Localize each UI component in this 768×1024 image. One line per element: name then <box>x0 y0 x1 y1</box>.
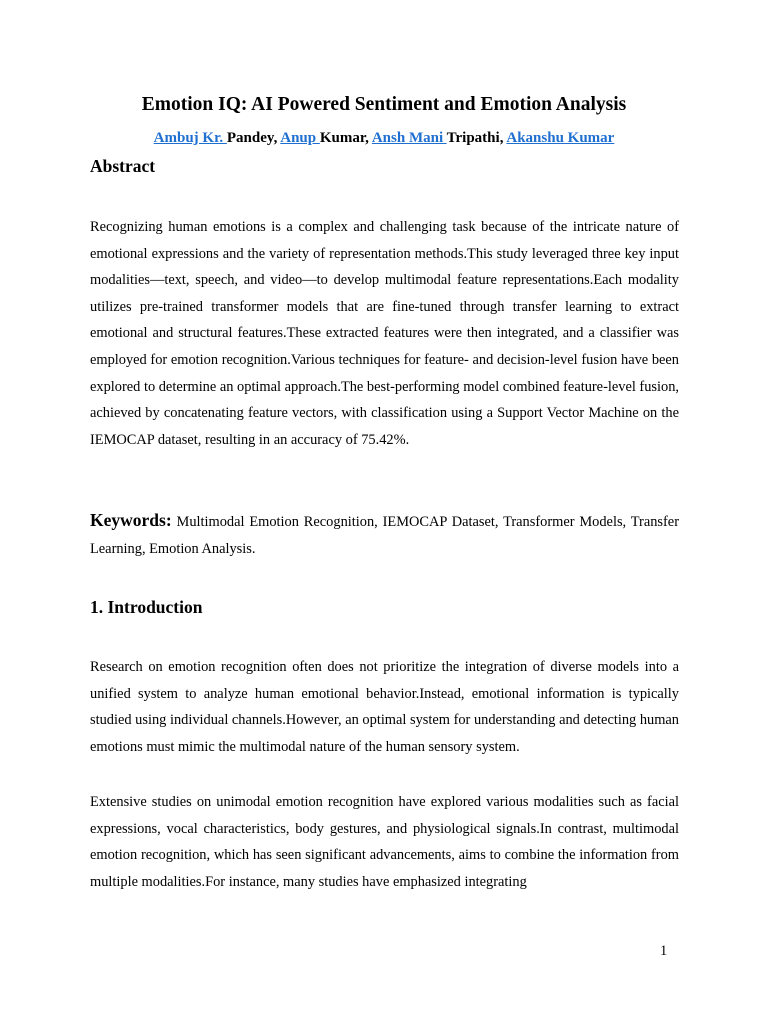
author-list <box>0 128 768 148</box>
abstract-text: Recognizing human emotions is a complex and challenging task because of the intricate nature of emotional expressions and the variety of representation methods.This study leveraged three key input modalities—text, speech, and video—to develop multimodal feature representations.Each modality utilizes pre-trained transformer models that are fine-tuned through transfer learning to extract emotional and structural features.These extracted features were then integrated, and a classifier was employed for emotion recognition.Various techniques for feature- and decision-level fusion have been explored to determine an optimal approach.The best-performing model combined feature-level fusion, achieved by concatenating feature vectors, with classification using a Support Vector Machine on the IEMOCAP dataset, resulting in an accuracy of 75.42%. <box>90 219 680 448</box>
introduction-paragraph: Extensive studies on unimodal emotion recognition have explored various modalities such as facial expressions, vocal characteristics, body gestures, and physiological signals.In contrast, multimodal emotion recognition, which has seen significant advancements, aims to combine the information from multiple modalities.For instance, many studies have emphasized integrating <box>90 794 679 890</box>
author-name: Tripathi <box>446 130 500 146</box>
author-link[interactable]: Ambuj Kr. <box>153 130 227 146</box>
author-separator: , <box>499 130 507 146</box>
keywords-text: Multimodal Emotion Recognition, IEMOCAP Dataset, Transformer Models, Transfer Learning, Emotion Analysis. <box>90 514 679 557</box>
author-link[interactable]: Anup <box>280 130 320 146</box>
author-link[interactable]: Ansh Mani <box>371 130 447 146</box>
keywords-label: Keywords: <box>90 510 172 530</box>
author-link[interactable]: Akanshu Kumar <box>506 130 615 146</box>
author-name: Pandey <box>226 130 274 146</box>
keywords-paragraph <box>90 507 679 562</box>
author-separator: , <box>273 130 281 146</box>
author-name: Kumar <box>319 130 366 146</box>
page-number: 1 <box>660 943 668 959</box>
paper-title: Emotion IQ: AI Powered Sentiment and Emotion Analysis <box>141 94 627 115</box>
author-separator: , <box>365 130 372 146</box>
introduction-heading: 1. Introduction <box>90 597 203 617</box>
introduction-paragraph: Research on emotion recognition often does not prioritize the integration of diverse models into a unified system to analyze human emotional behavior.Instead, emotional information is typically studied using individual channels.However, an optimal system for understanding and detecting human emotions must mimic the multimodal nature of the human sensory system. <box>90 659 679 755</box>
abstract-heading: Abstract <box>90 156 156 176</box>
